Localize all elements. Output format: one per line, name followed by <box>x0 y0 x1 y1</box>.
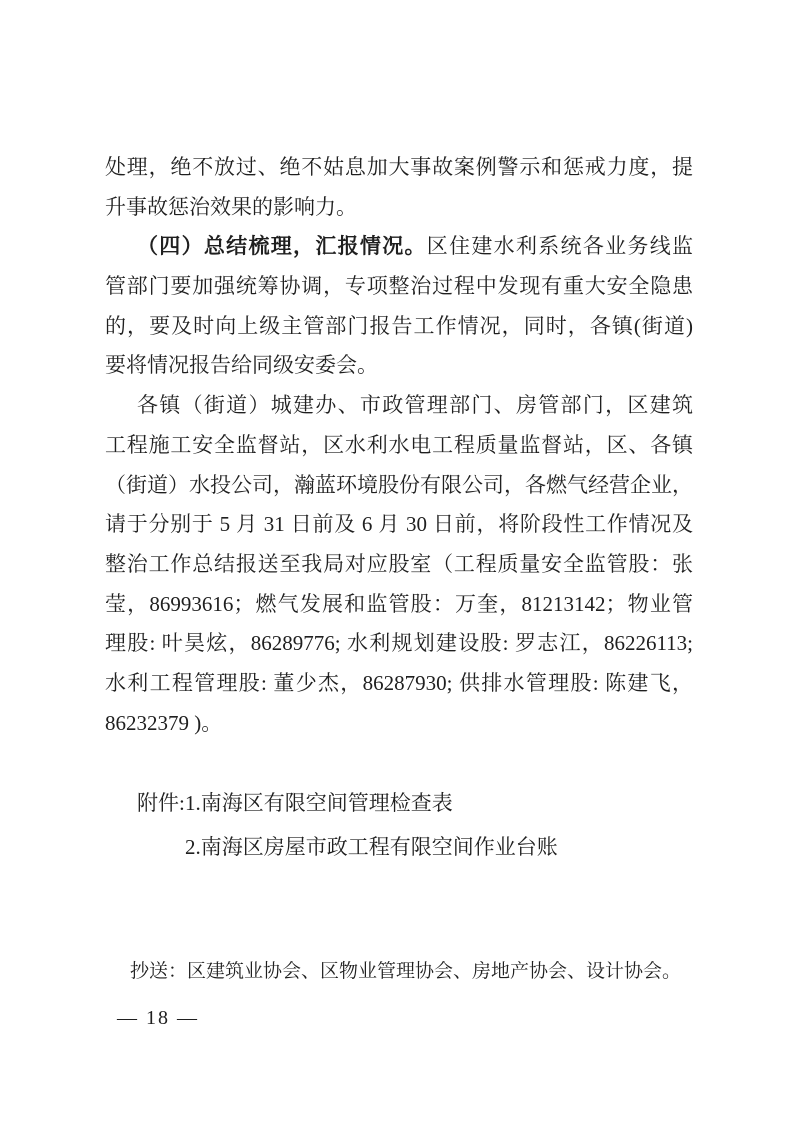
body-line: 理股: 叶昊炫，86289776; 水利规划建设股: 罗志江，86226113; <box>105 631 693 656</box>
attachment-line <box>105 825 693 869</box>
body-line: 处理，绝不放过、绝不姑息加大事故案例警示和惩戒力度，提 <box>105 155 693 179</box>
attachment-item-2: 2.南海区房屋市政工程有限空间作业台账 <box>185 835 558 859</box>
attachment-item-1: 1.南海区有限空间管理检查表 <box>185 791 453 815</box>
attachment-line <box>105 781 693 825</box>
body-line: 莹，86993616；燃气发展和监管股：万奎，81213142；物业管 <box>105 591 693 616</box>
attachment-block <box>105 781 693 869</box>
body-line: 水利工程管理股: 董少杰，86287930; 供排水管理股: 陈建飞， <box>105 670 693 695</box>
attachment-label: 附件: <box>137 791 185 815</box>
document-body <box>105 148 693 743</box>
body-line: （街道）水投公司，瀚蓝环境股份有限公司，各燃气经营企业， <box>105 472 693 497</box>
body-line: 各镇（街道）城建办、市政管理部门、房管部门，区建筑 <box>137 393 693 418</box>
cc-note: 抄送：区建筑业协会、区物业管理协会、房地产协会、设计协会。 <box>130 961 682 982</box>
body-line: 86232379 )。 <box>105 710 223 735</box>
body-line: 请于分别于 5 月 31 日前及 6 月 30 日前，将阶段性工作情况及 <box>105 512 693 537</box>
body-line: 要将情况报告给同级安委会。 <box>105 353 378 378</box>
body-line: 的，要及时向上级主管部门报告工作情况，同时，各镇(街道) <box>105 313 693 338</box>
body-line: 工程施工安全监督站，区水利水电工程质量监督站，区、各镇 <box>105 432 693 457</box>
body-line: 管部门要加强统筹协调，专项整治过程中发现有重大安全隐患 <box>105 274 693 299</box>
body-line-bold-heading: （四）总结梳理，汇报情况。 <box>137 234 427 259</box>
body-line: （四）总结梳理，汇报情况。区住建水利系统各业务线监 <box>137 234 693 259</box>
body-line: 升事故惩治效果的影响力。 <box>105 194 357 219</box>
page-number: — 18 — <box>117 1007 199 1029</box>
body-line: 整治工作总结报送至我局对应股室（工程质量安全监管股：张 <box>105 551 693 576</box>
